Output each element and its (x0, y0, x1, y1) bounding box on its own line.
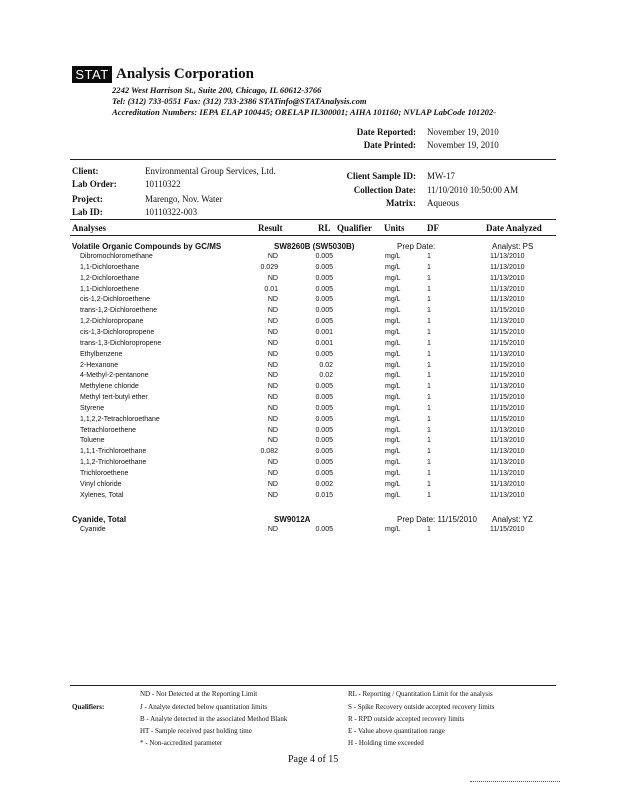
units-value: mg/L (385, 426, 401, 434)
table-row (0, 329, 639, 340)
dilution-factor: 1 (427, 253, 431, 260)
col-df: DF (427, 223, 439, 233)
date-analyzed: 11/13/2010 (490, 274, 525, 282)
reporting-limit: 0.005 (315, 470, 333, 477)
result-value: ND (267, 361, 278, 369)
table-row (0, 372, 639, 383)
analyte-name: cis-1,3-Dichloropropene (80, 328, 155, 336)
units-value: mg/L (385, 318, 401, 326)
dilution-factor: 1 (427, 361, 431, 369)
section-method: SW9012A (274, 515, 311, 524)
units-value: mg/L (385, 383, 401, 391)
analyte-name: 1,2-Dichloropropane (80, 318, 144, 326)
section-analyst: Analyst: YZ (492, 515, 533, 524)
units-value: mg/L (385, 274, 401, 282)
qualifier-note: R - RPD outside accepted recovery limits (348, 715, 465, 723)
units-value: mg/L (385, 296, 401, 304)
lab-order-label: Lab Order: (72, 179, 117, 189)
analyte-name: Tetrachloroethene (80, 426, 137, 434)
dilution-factor: 1 (427, 372, 431, 380)
date-analyzed: 11/15/2010 (490, 307, 525, 315)
units-value: mg/L (385, 415, 401, 423)
lab-order-value: 10110322 (145, 179, 181, 189)
units-value: mg/L (385, 470, 401, 477)
result-value: ND (267, 296, 278, 304)
dilution-factor: 1 (427, 339, 431, 347)
date-analyzed: 11/15/2010 (490, 339, 525, 347)
dilution-factor: 1 (427, 437, 431, 445)
col-analyses: Analyses (72, 223, 107, 233)
reporting-limit: 0.005 (315, 426, 333, 434)
reporting-limit: 0.001 (315, 339, 333, 347)
analyte-name: Dibromochloromethane (80, 253, 153, 260)
table-row (0, 470, 639, 481)
company-name: Analysis Corporation (116, 66, 254, 82)
date-analyzed: 11/15/2010 (490, 394, 525, 402)
dilution-factor: 1 (427, 491, 431, 499)
dilution-factor: 1 (427, 394, 431, 402)
section-method: SW8260B (SW5030B) (274, 242, 355, 251)
result-value: ND (267, 328, 278, 336)
analyte-name: Vinyl chloride (80, 480, 122, 488)
units-value: mg/L (385, 263, 401, 271)
result-value: ND (267, 415, 278, 423)
table-row (0, 253, 639, 264)
table-row (0, 286, 639, 297)
analyte-name: 1,1-Dichloroethane (80, 263, 140, 271)
result-value: ND (267, 426, 278, 434)
qualifier-note: HT - Sample received past holding time (140, 727, 252, 735)
result-value: ND (267, 307, 278, 315)
table-row (0, 296, 639, 307)
units-value: mg/L (385, 526, 401, 533)
reporting-limit: 0.005 (315, 526, 333, 533)
date-analyzed: 11/13/2010 (490, 253, 525, 260)
header-divider (70, 159, 556, 160)
dilution-factor: 1 (427, 285, 431, 293)
table-row (0, 448, 639, 459)
dilution-factor: 1 (427, 470, 431, 477)
client-sample-label: Client Sample ID: (346, 171, 416, 181)
reporting-limit: 0.005 (315, 394, 333, 402)
analyte-name: Toluene (80, 437, 105, 445)
table-row (0, 492, 639, 503)
table-row (0, 362, 639, 373)
page-number: Page 4 of 15 (288, 754, 339, 765)
collection-date-label: Collection Date: (353, 185, 416, 195)
reporting-limit: 0.02 (319, 372, 333, 380)
lab-id-value: 10110322-003 (145, 207, 198, 217)
date-analyzed: 11/15/2010 (490, 361, 525, 369)
section-prep-date: Prep Date: 11/15/2010 (397, 515, 477, 524)
qualifier-note: E - Value above quantitation range (348, 727, 445, 735)
qualifier-note: J - Analyte detected below quantitation limits (140, 703, 268, 711)
footer-divider (70, 685, 556, 686)
analyte-name: 1,1,1-Trichloroethane (80, 448, 147, 456)
units-value: mg/L (385, 480, 401, 488)
date-analyzed: 11/13/2010 (490, 470, 525, 477)
reporting-limit: 0.005 (315, 383, 333, 391)
col-result: Result (258, 223, 283, 233)
units-value: mg/L (385, 394, 401, 402)
qualifier-note: RL - Reporting / Quantitation Limit for the analysis (348, 690, 493, 698)
units-value: mg/L (385, 307, 401, 315)
date-analyzed: 11/13/2010 (490, 491, 525, 499)
qualifier-note: S - Spike Recovery outside accepted recovery limits (348, 703, 495, 711)
reporting-limit: 0.02 (319, 361, 333, 369)
col-date-analyzed: Date Analyzed (486, 223, 542, 233)
dilution-factor: 1 (427, 328, 431, 336)
reporting-limit: 0.005 (315, 296, 333, 304)
units-value: mg/L (385, 328, 401, 336)
analyte-name: Trichloroethene (80, 470, 129, 477)
date-analyzed: 11/13/2010 (490, 296, 525, 304)
matrix-label: Matrix: (386, 198, 416, 208)
table-row (0, 383, 639, 394)
reporting-limit: 0.002 (315, 480, 333, 488)
date-analyzed: 11/15/2010 (490, 328, 525, 336)
date-analyzed: 11/13/2010 (490, 383, 525, 391)
units-value: mg/L (385, 459, 401, 467)
date-analyzed: 11/13/2010 (490, 437, 525, 445)
client-sample-value: MW-17 (427, 171, 455, 181)
reporting-limit: 0.005 (315, 253, 333, 260)
table-row (0, 427, 639, 438)
reporting-limit: 0.005 (315, 350, 333, 358)
date-analyzed: 11/13/2010 (490, 350, 525, 358)
analyte-name: cis-1,2-Dichloroethene (80, 296, 151, 304)
project-value: Marengo, Nov. Water (145, 194, 223, 204)
reporting-limit: 0.005 (315, 285, 333, 293)
col-units: Units (384, 223, 405, 233)
dilution-factor: 1 (427, 480, 431, 488)
accreditation-numbers: Accreditation Numbers: IEPA ELAP 100445; ORELAP IL300001; AIHA 101160; NVLAP LabCode 101202- (112, 107, 497, 117)
result-value: ND (267, 253, 278, 260)
date-analyzed: 11/13/2010 (490, 448, 525, 456)
dilution-factor: 1 (427, 526, 431, 533)
result-value: ND (267, 480, 278, 488)
table-row (0, 416, 639, 427)
units-value: mg/L (385, 350, 401, 358)
dilution-factor: 1 (427, 263, 431, 271)
units-value: mg/L (385, 285, 401, 293)
collection-date-value: 11/10/2010 10:50:00 AM (427, 185, 519, 195)
section-title: Cyanide, Total (72, 515, 127, 524)
reporting-limit: 0.005 (315, 415, 333, 423)
qualifier-note: ND - Not Detected at the Reporting Limit (140, 690, 258, 698)
date-printed-label: Date Printed: (363, 140, 416, 150)
units-value: mg/L (385, 491, 401, 499)
table-row (0, 340, 639, 351)
analyte-name: Ethylbenzene (80, 350, 123, 358)
analyte-name: 1,2-Dichloroethane (80, 274, 140, 282)
result-value: 0.029 (260, 263, 278, 271)
matrix-value: Aqueous (427, 198, 459, 208)
reporting-limit: 0.005 (315, 307, 333, 315)
analyte-name: 1,1,2,2-Tetrachloroethane (80, 415, 160, 423)
result-value: 0.082 (260, 448, 278, 456)
date-analyzed: 11/15/2010 (490, 372, 525, 380)
col-qualifier: Qualifier (337, 223, 372, 233)
reporting-limit: 0.005 (315, 318, 333, 326)
reporting-limit: 0.005 (315, 404, 333, 412)
reporting-limit: 0.005 (315, 437, 333, 445)
info-divider (70, 219, 556, 220)
reporting-limit: 0.005 (315, 263, 333, 271)
date-analyzed: 11/13/2010 (490, 318, 525, 326)
table-row (0, 318, 639, 329)
qualifier-note: * - Non-accredited parameter (140, 739, 223, 747)
qualifier-note: B - Analyte detected in the associated Method Blank (140, 715, 288, 723)
client-value: Environmental Group Services, Ltd. (145, 166, 276, 176)
dilution-factor: 1 (427, 274, 431, 282)
analyte-name: trans-1,3-Dichloropropene (80, 339, 162, 347)
reporting-limit: 0.005 (315, 448, 333, 456)
result-value: ND (267, 372, 278, 380)
date-analyzed: 11/15/2010 (490, 415, 525, 423)
result-value: ND (267, 459, 278, 467)
table-row (0, 405, 639, 416)
reporting-limit: 0.001 (315, 328, 333, 336)
result-value: ND (267, 470, 278, 477)
dilution-factor: 1 (427, 307, 431, 315)
col-rl: RL (318, 223, 331, 233)
table-row (0, 394, 639, 405)
analyte-name: Methylene chloride (80, 383, 139, 391)
lab-id-label: Lab ID: (72, 207, 103, 217)
dilution-factor: 1 (427, 404, 431, 412)
dilution-factor: 1 (427, 318, 431, 326)
table-row (0, 351, 639, 362)
units-value: mg/L (385, 372, 401, 380)
units-value: mg/L (385, 437, 401, 445)
result-value: ND (267, 437, 278, 445)
units-value: mg/L (385, 253, 401, 260)
qualifier-note: H - Holding time exceeded (348, 739, 424, 747)
table-row (0, 481, 639, 492)
date-analyzed: 11/15/2010 (490, 404, 525, 412)
section-analyst: Analyst: PS (492, 242, 534, 251)
table-row (0, 264, 639, 275)
column-header-divider (70, 235, 556, 236)
dilution-factor: 1 (427, 459, 431, 467)
analyte-name: Methyl tert-butyl ether (80, 394, 148, 402)
result-value: ND (267, 491, 278, 499)
section-prep-date: Prep Date: (397, 242, 436, 251)
units-value: mg/L (385, 448, 401, 456)
units-value: mg/L (385, 404, 401, 412)
result-value: 0.01 (264, 285, 278, 293)
analyte-name: trans-1,2-Dichloroethene (80, 307, 158, 315)
table-row (0, 437, 639, 448)
result-value: ND (267, 526, 278, 533)
result-value: ND (267, 274, 278, 282)
stat-logo: STAT (72, 66, 112, 83)
company-contact: Tel: (312) 733-0551 Fax: (312) 733-2386 STATinfo@STATAnalysis.com (112, 96, 367, 106)
reporting-limit: 0.005 (315, 459, 333, 467)
analyte-name: Styrene (80, 404, 105, 412)
company-address: 2242 West Harrison St., Suite 200, Chicago, IL 60612-3766 (112, 85, 322, 95)
date-analyzed: 11/13/2010 (490, 480, 525, 488)
dilution-factor: 1 (427, 415, 431, 423)
date-analyzed: 11/13/2010 (490, 459, 525, 467)
table-row (0, 459, 639, 470)
dilution-factor: 1 (427, 426, 431, 434)
table-row (0, 307, 639, 318)
result-value: ND (267, 404, 278, 412)
result-value: ND (267, 318, 278, 326)
date-analyzed: 11/13/2010 (490, 263, 525, 271)
result-value: ND (267, 383, 278, 391)
reporting-limit: 0.015 (315, 491, 333, 499)
reporting-limit: 0.005 (315, 274, 333, 282)
analyte-name: 1,1-Dichloroethene (80, 285, 140, 293)
scan-artifact-line (470, 781, 560, 782)
date-reported-value: November 19, 2010 (427, 127, 499, 137)
section-title: Volatile Organic Compounds by GC/MS (72, 242, 222, 251)
result-value: ND (267, 394, 278, 402)
date-printed-value: November 19, 2010 (427, 140, 499, 150)
result-value: ND (267, 350, 278, 358)
analyte-name: 2-Hexanone (80, 361, 119, 369)
qualifiers-label: Qualifiers: (72, 703, 105, 711)
dilution-factor: 1 (427, 448, 431, 456)
table-row (0, 526, 639, 537)
dilution-factor: 1 (427, 383, 431, 391)
result-value: ND (267, 339, 278, 347)
analyte-name: 1,1,2-Trichloroethane (80, 459, 147, 467)
analyte-name: 4-Methyl-2-pentanone (80, 372, 149, 380)
analyte-name: Cyanide (80, 526, 106, 533)
date-reported-label: Date Reported: (356, 127, 416, 137)
date-analyzed: 11/13/2010 (490, 285, 525, 293)
units-value: mg/L (385, 361, 401, 369)
date-analyzed: 11/13/2010 (490, 426, 525, 434)
table-row (0, 275, 639, 286)
date-analyzed: 11/15/2010 (490, 526, 525, 533)
analyte-name: Xylenes, Total (80, 491, 124, 499)
dilution-factor: 1 (427, 350, 431, 358)
dilution-factor: 1 (427, 296, 431, 304)
client-label: Client: (72, 166, 99, 176)
units-value: mg/L (385, 339, 401, 347)
project-label: Project: (72, 194, 103, 204)
